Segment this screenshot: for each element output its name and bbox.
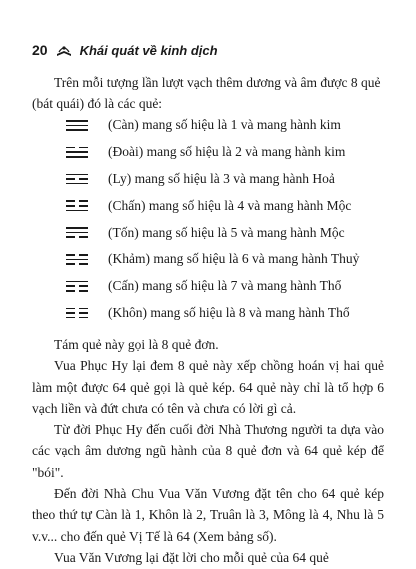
- body-paragraph: Vua Phục Hy lại đem 8 quẻ này xếp chồng hoán vị hai quẻ làm một được 64 quẻ gọi là quẻ kép. 64 quẻ này chỉ là tổ hợp 6 vạch liền và đứt chưa có tên và chưa có lời gì cả.: [32, 358, 384, 416]
- broken-line: [66, 200, 88, 202]
- body-paragraph: Vua Văn Vương lại đặt lời cho mỗi quẻ của 64 quẻ: [54, 549, 329, 565]
- broken-line: [66, 254, 88, 256]
- trigram-symbol-icon: [66, 227, 100, 238]
- broken-line: [66, 317, 88, 319]
- trigram-description: (Khôn) mang số hiệu là 8 và mang hành Thổ: [108, 304, 350, 320]
- intro-paragraph: [32, 72, 384, 114]
- page-header: [32, 42, 218, 58]
- trigram-row: [32, 273, 392, 300]
- solid-line: [66, 227, 88, 229]
- trigram-symbol-icon: [66, 254, 100, 265]
- broken-line: [66, 263, 88, 265]
- broken-line: [66, 290, 88, 292]
- trigram-row: [32, 300, 392, 327]
- solid-line: [66, 151, 88, 153]
- solid-line: [66, 281, 88, 283]
- trigram-symbol-icon: [66, 120, 100, 131]
- solid-line: [66, 156, 88, 158]
- broken-line: [66, 236, 88, 238]
- body-paragraph: Tám quẻ này gọi là 8 quẻ đơn.: [54, 337, 219, 352]
- trigram-symbol-icon: [66, 308, 100, 319]
- trigram-description: (Ly) mang số hiệu là 3 và mang hành Hoả: [108, 170, 335, 186]
- trigram-row: [32, 139, 392, 166]
- trigram-description: (Tốn) mang số hiệu là 5 và mang hành Mộc: [108, 224, 345, 240]
- solid-line: [66, 210, 88, 212]
- trigram-description: (Chấn) mang số hiệu là 4 và mang hành Mộc: [108, 197, 352, 213]
- trigram-symbol-icon: [66, 200, 100, 211]
- body-paragraph: Từ đời Phục Hy đến cuối đời Nhà Thương người ta dựa vào các vạch âm dương ngũ hành của 8 quẻ đơn và 64 quẻ kép để "bói".: [32, 422, 384, 480]
- solid-line: [66, 129, 88, 131]
- intro-text: Trên mỗi tượng lần lượt vạch thêm dương và âm được 8 quẻ (bát quái) đó là các quẻ:: [32, 75, 381, 111]
- trigram-row: [32, 112, 392, 139]
- body-text: [32, 334, 384, 568]
- body-paragraph: Đến đời Nhà Chu Vua Văn Vương đặt tên cho 64 quẻ kép theo thứ tự Càn là 1, Khôn là 2, Truân là 3, Mông là 4, Nhu là 5 v.v... cho đến quẻ Vị Tế là 64 (Xem bảng số).: [32, 486, 384, 544]
- solid-line: [66, 259, 88, 261]
- trigram-symbol-icon: [66, 174, 100, 185]
- page-number: 20: [32, 42, 48, 58]
- running-title: Khái quát về kinh dịch: [79, 42, 218, 58]
- trigram-symbol-icon: [66, 147, 100, 158]
- trigram-description: (Khảm) mang số hiệu là 6 và mang hành Thuỷ: [108, 251, 360, 267]
- solid-line: [66, 125, 88, 127]
- broken-line: [66, 285, 88, 287]
- trigram-list: [32, 112, 392, 326]
- solid-line: [66, 183, 88, 185]
- trigram-description: (Đoài) mang số hiệu là 2 và mang hành kim: [108, 144, 346, 160]
- trigram-description: (Càn) mang số hiệu là 1 và mang hành kim: [108, 117, 341, 133]
- trigram-row: [32, 219, 392, 246]
- trigram-row: [32, 166, 392, 193]
- book-logo-icon: [56, 43, 72, 57]
- broken-line: [66, 312, 88, 314]
- solid-line: [66, 120, 88, 122]
- trigram-description: (Cấn) mang số hiệu là 7 và mang hành Thổ: [108, 278, 342, 294]
- trigram-symbol-icon: [66, 281, 100, 292]
- broken-line: [66, 205, 88, 207]
- solid-line: [66, 174, 88, 176]
- broken-line: [66, 147, 88, 149]
- trigram-row: [32, 192, 392, 219]
- trigram-row: [32, 246, 392, 273]
- broken-line: [66, 178, 88, 180]
- broken-line: [66, 308, 88, 310]
- solid-line: [66, 232, 88, 234]
